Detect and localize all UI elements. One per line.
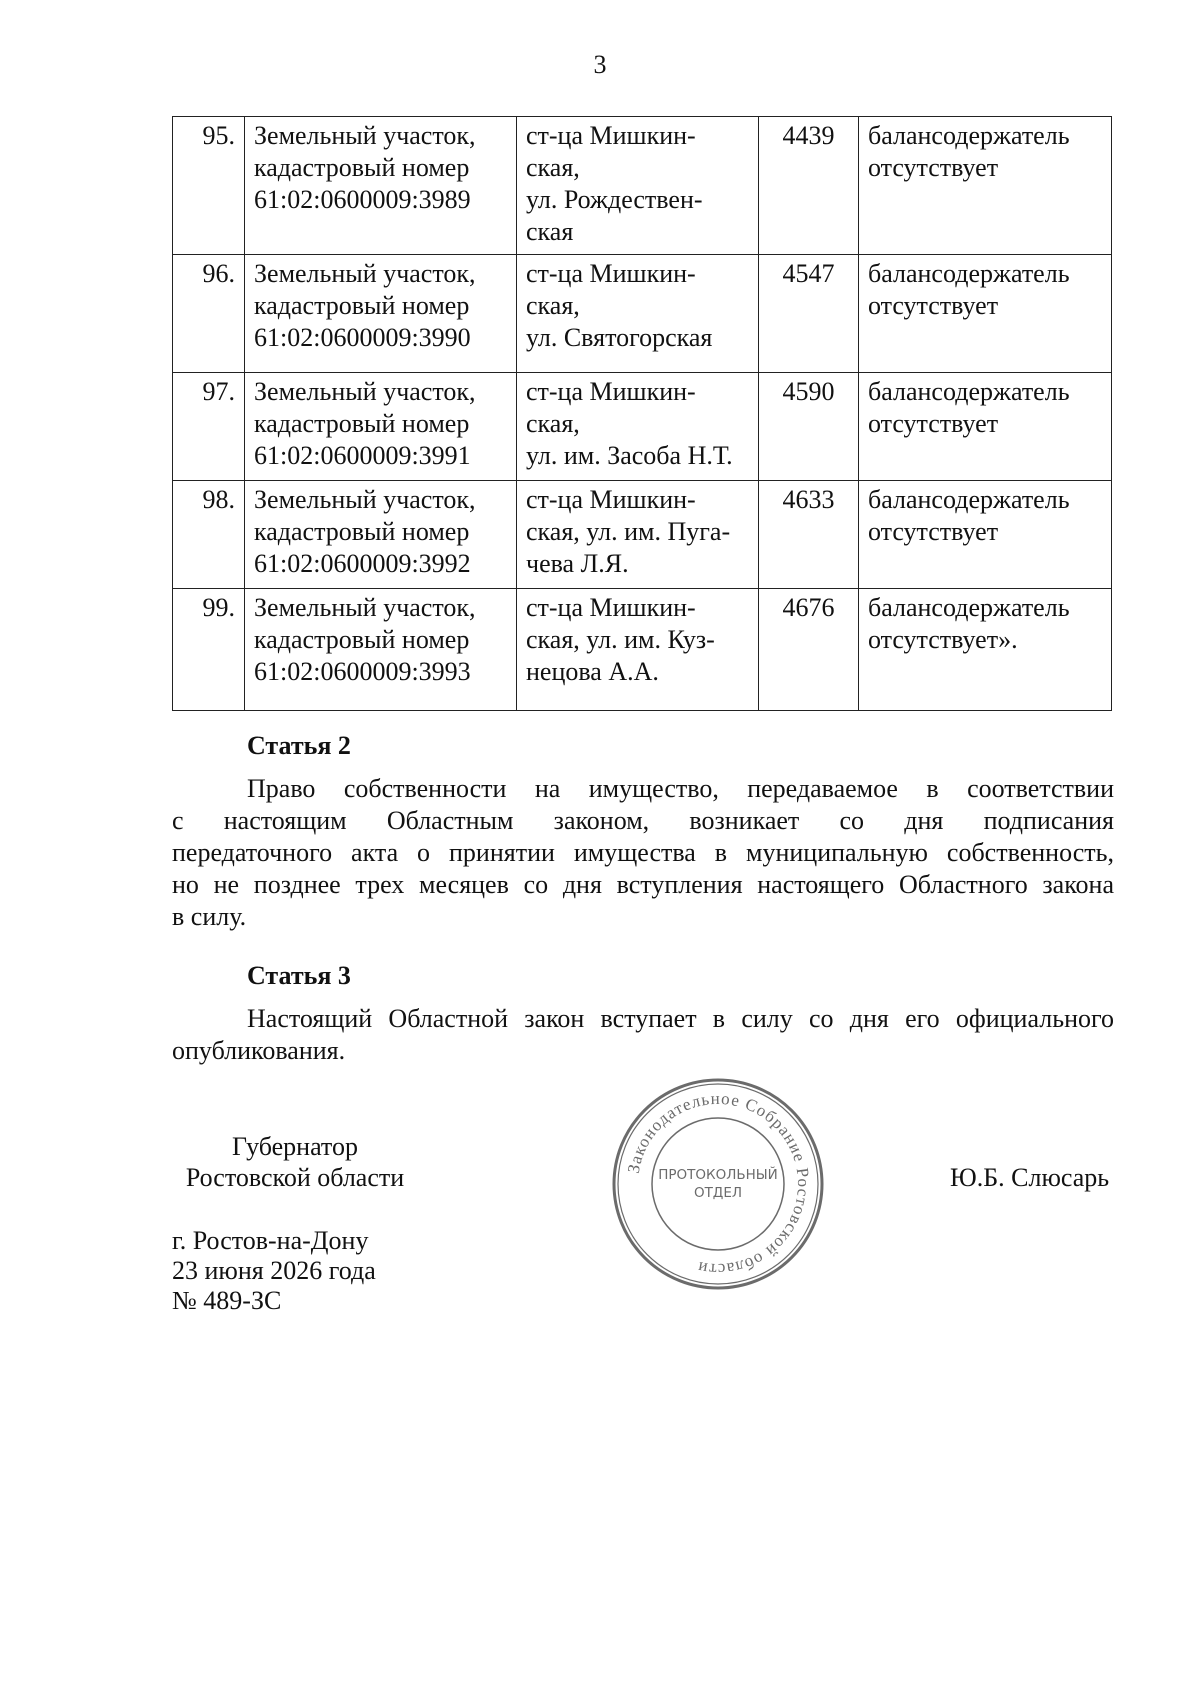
property-name-line: Земельный участок, [254, 259, 476, 288]
property-holder-line: балансодержатель [868, 259, 1070, 288]
property-area: 4633 [759, 481, 859, 589]
property-address-line: ская, ул. им. Пуга- [526, 517, 731, 546]
property-address-line: ст-ца Мишкин- [526, 121, 696, 150]
property-address-line: ская, ул. им. Куз- [526, 625, 715, 654]
property-name-line: кадастровый номер [254, 625, 470, 654]
article-2-line: но не позднее трех месяцев со дня вступления настоящего Областного закона [172, 870, 1114, 899]
property-address [517, 373, 759, 481]
stamp-outer-ring [614, 1080, 822, 1288]
stamp [610, 1076, 826, 1292]
property-address-line: ская, [526, 409, 580, 438]
property-address-line: ская, [526, 153, 580, 182]
property-address-line: ул. Рождествен- [526, 185, 703, 214]
signatory-name: Ю.Б. Слюсарь [950, 1163, 1110, 1192]
property-name-line: 61:02:0600009:3990 [254, 323, 471, 352]
row-number: 95. [173, 117, 245, 255]
property-address-line: ст-ца Мишкин- [526, 485, 696, 514]
property-name-line: 61:02:0600009:3993 [254, 657, 471, 686]
property-holder-line: отсутствует». [868, 625, 1018, 654]
article-2-line: в силу. [172, 902, 247, 931]
property-address-line: ул. им. Засоба Н.Т. [526, 441, 733, 470]
property-address-line: ст-ца Мишкин- [526, 377, 696, 406]
article-3-heading: Статья 3 [247, 961, 351, 990]
property-name-line: кадастровый номер [254, 517, 470, 546]
signatory-title [170, 1131, 420, 1193]
property-holder [859, 255, 1112, 373]
property-address-line: ул. Святогорская [526, 323, 713, 352]
property-address-line: ст-ца Мишкин- [526, 259, 696, 288]
document-date: 23 июня 2026 года [172, 1256, 376, 1285]
property-area: 4676 [759, 589, 859, 711]
property-area: 4590 [759, 373, 859, 481]
page-number: 3 [593, 50, 607, 79]
property-holder-line: отсутствует [868, 517, 999, 546]
property-address [517, 481, 759, 589]
article-2-line: с настоящим Областным законом, возникает со дня подписания [172, 806, 1114, 835]
property-name [245, 373, 517, 481]
document-number: № 489-ЗС [172, 1286, 282, 1315]
stamp-center-line: ПРОТОКОЛЬНЫЙ [658, 1167, 778, 1183]
property-name-line: Земельный участок, [254, 593, 476, 622]
property-holder-line: отсутствует [868, 153, 999, 182]
stamp-ring-text: Законодательное Собрание Ростовской области [623, 1088, 814, 1280]
property-holder [859, 373, 1112, 481]
property-address [517, 255, 759, 373]
property-name-line: 61:02:0600009:3992 [254, 549, 471, 578]
table-row [173, 481, 1112, 589]
property-table [172, 116, 1112, 711]
property-holder [859, 481, 1112, 589]
stamp-outer-ring-inner [618, 1084, 818, 1284]
property-name-line: Земельный участок, [254, 377, 476, 406]
property-holder-line: отсутствует [868, 291, 999, 320]
article-3-text [172, 1003, 1114, 1067]
article-3-line: Настоящий Областной закон вступает в силу со дня его официального [247, 1004, 1114, 1033]
signatory-title-line: Ростовской области [185, 1163, 405, 1192]
property-name [245, 589, 517, 711]
property-holder-line: отсутствует [868, 409, 999, 438]
property-area: 4547 [759, 255, 859, 373]
table-row [173, 117, 1112, 255]
property-name-line: 61:02:0600009:3989 [254, 185, 471, 214]
article-3-line: опубликования. [172, 1036, 346, 1065]
property-holder-line: балансодержатель [868, 121, 1070, 150]
article-2-text [172, 773, 1114, 933]
property-name-line: Земельный участок, [254, 121, 476, 150]
property-name-line: 61:02:0600009:3991 [254, 441, 471, 470]
document-city: г. Ростов-на-Дону [172, 1226, 369, 1255]
property-name [245, 255, 517, 373]
property-name-line: Земельный участок, [254, 485, 476, 514]
stamp-center-line: ОТДЕЛ [693, 1185, 743, 1201]
property-address-line: ская [526, 217, 574, 246]
row-number: 97. [173, 373, 245, 481]
property-name-line: кадастровый номер [254, 409, 470, 438]
stamp-inner-ring [652, 1118, 784, 1250]
table-row [173, 589, 1112, 711]
property-name [245, 481, 517, 589]
property-holder-line: балансодержатель [868, 377, 1070, 406]
property-name [245, 117, 517, 255]
property-holder [859, 117, 1112, 255]
article-2-line: передаточного акта о принятии имущества в муниципальную собственность, [172, 838, 1114, 867]
property-address [517, 589, 759, 711]
document-details [172, 1226, 376, 1316]
property-name-line: кадастровый номер [254, 153, 470, 182]
property-holder-line: балансодержатель [868, 593, 1070, 622]
table-row [173, 255, 1112, 373]
property-address-line: ская, [526, 291, 580, 320]
row-number: 99. [173, 589, 245, 711]
signatory-title-line: Губернатор [232, 1132, 358, 1161]
row-number: 98. [173, 481, 245, 589]
property-address-line: нецова А.А. [526, 657, 659, 686]
property-holder-line: балансодержатель [868, 485, 1070, 514]
property-name-line: кадастровый номер [254, 291, 470, 320]
property-holder [859, 589, 1112, 711]
article-2-heading: Статья 2 [247, 731, 351, 760]
property-address-line: ст-ца Мишкин- [526, 593, 696, 622]
property-area: 4439 [759, 117, 859, 255]
property-address [517, 117, 759, 255]
row-number: 96. [173, 255, 245, 373]
article-2-line: Право собственности на имущество, передаваемое в соответствии [247, 774, 1114, 803]
table-row [173, 373, 1112, 481]
property-address-line: чева Л.Я. [526, 549, 629, 578]
